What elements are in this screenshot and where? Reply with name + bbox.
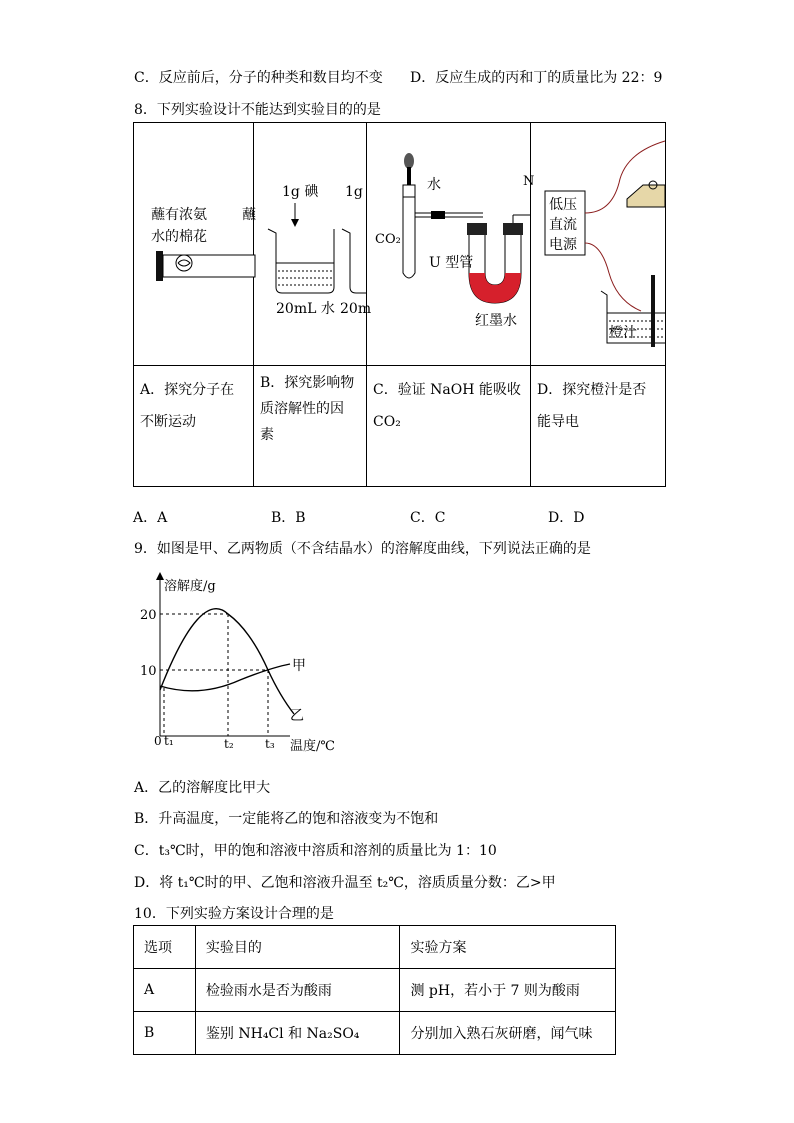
q10-row-a-plan: 测 pH，若小于 7 则为酸雨 bbox=[400, 969, 616, 1012]
q8-choice-a[interactable]: A．A bbox=[133, 510, 168, 526]
fig-b-cell bbox=[254, 123, 372, 366]
fig-c-diagram bbox=[367, 123, 535, 361]
q8-choice-d[interactable]: D．D bbox=[548, 510, 585, 526]
q8-stem: 8．下列实验设计不能达到实验目的的是 bbox=[134, 102, 381, 118]
water-label: 水 bbox=[427, 177, 441, 193]
caption-a-line-2: 不断运动 bbox=[140, 414, 196, 430]
fig-b-diagram bbox=[254, 123, 372, 361]
chart-origin: 0 bbox=[154, 734, 162, 748]
water-label-2: 20m bbox=[340, 301, 372, 317]
caption-a bbox=[134, 366, 254, 487]
u-tube-label: U 型管 bbox=[429, 255, 474, 271]
stopper-shape bbox=[156, 251, 163, 281]
bulb-base-shape bbox=[627, 185, 665, 207]
q8-choice-b[interactable]: B．B bbox=[271, 510, 306, 526]
fig-d-cell bbox=[531, 123, 666, 366]
chart-xlabel: 温度/℃ bbox=[290, 739, 335, 754]
q10-row-b-option: B bbox=[134, 1012, 196, 1055]
table-row bbox=[134, 969, 616, 1012]
q9-option-a: A．乙的溶解度比甲大 bbox=[134, 780, 271, 796]
u-tube-stopper-right bbox=[503, 223, 523, 235]
co2-label: CO₂ bbox=[375, 232, 401, 247]
caption-c-line-1: C．验证 NaOH 能吸收 bbox=[373, 382, 521, 398]
caption-b-line-3: 素 bbox=[260, 427, 274, 443]
q7-option-c: C．反应前后，分子的种类和数目均不变 bbox=[134, 70, 383, 86]
water-label-1: 20mL 水 bbox=[276, 301, 335, 317]
q10-header-plan: 实验方案 bbox=[400, 926, 616, 969]
n-label: N bbox=[523, 174, 535, 189]
q10-header-purpose: 实验目的 bbox=[195, 926, 400, 969]
q9-stem: 9．如图是甲、乙两物质（不含结晶水）的溶解度曲线，下列说法正确的是 bbox=[134, 541, 591, 557]
q10-stem: 10．下列实验方案设计合理的是 bbox=[134, 906, 334, 922]
iodine-label-1: 1g 碘 bbox=[282, 184, 319, 200]
tick-t2: t₂ bbox=[224, 737, 234, 751]
caption-c-line-2: CO₂ bbox=[373, 414, 401, 430]
red-ink-label: 红墨水 bbox=[475, 313, 517, 329]
electrode-shape bbox=[651, 275, 655, 347]
q9-option-b: B．升高温度，一定能将乙的饱和溶液变为不饱和 bbox=[134, 811, 439, 827]
u-tube-stopper-left bbox=[467, 223, 487, 235]
beaker-1-shape bbox=[268, 229, 334, 293]
tick-t1: t₁ bbox=[164, 734, 174, 748]
caption-b-line-2: 质溶解性的因 bbox=[260, 401, 344, 417]
power-label-1: 低压 bbox=[549, 197, 577, 213]
fig-a-cell bbox=[134, 123, 254, 366]
q10-row-a-option: A bbox=[134, 969, 196, 1012]
fig-a-label-2: 水的棉花 bbox=[151, 229, 207, 245]
q10-row-b-purpose: 鉴别 NH₄Cl 和 Na₂SO₄ bbox=[195, 1012, 400, 1055]
label-jia: 甲 bbox=[292, 658, 306, 674]
fig-a-label-1: 蘸有浓氨 bbox=[151, 207, 207, 223]
juice-label: 橙汁 bbox=[609, 325, 637, 341]
caption-b-line-1: B．探究影响物 bbox=[260, 375, 355, 391]
q8-choice-c[interactable]: C．C bbox=[410, 510, 446, 526]
fig-a-cut-label: 蘸 bbox=[242, 207, 256, 223]
test-tube-shape bbox=[403, 197, 415, 278]
tick-y-20: 20 bbox=[140, 608, 157, 623]
label-yi: 乙 bbox=[290, 708, 304, 724]
chart-ylabel: 溶解度/g bbox=[164, 579, 216, 594]
fig-c-cell bbox=[367, 123, 535, 366]
iodine-label-2: 1g bbox=[345, 184, 363, 200]
q8-figure-table bbox=[133, 122, 666, 487]
caption-d bbox=[531, 366, 666, 487]
power-label-3: 电源 bbox=[549, 237, 577, 253]
q9-option-d: D．将 t₁℃时的甲、乙饱和溶液升温至 t₂℃，溶质质量分数：乙>甲 bbox=[134, 875, 556, 891]
caption-d-line-1: D．探究橙汁是否 bbox=[537, 382, 647, 398]
q9-option-c: C．t₃℃时，甲的饱和溶液中溶质和溶剂的质量比为 1：10 bbox=[134, 843, 497, 859]
tick-y-10: 10 bbox=[140, 664, 157, 679]
wire-bottom bbox=[585, 243, 641, 311]
solubility-chart bbox=[140, 568, 350, 760]
caption-d-line-2: 能导电 bbox=[537, 414, 579, 430]
dropper-bulb-shape bbox=[404, 153, 414, 169]
curve-jia bbox=[160, 664, 290, 691]
fig-a-diagram bbox=[134, 123, 256, 361]
q10-table bbox=[133, 925, 616, 1055]
q10-row-a-purpose: 检验雨水是否为酸雨 bbox=[195, 969, 400, 1012]
q7-option-d: D．反应生成的丙和丁的质量比为 22：9 bbox=[410, 70, 663, 86]
red-ink-shape bbox=[469, 273, 521, 303]
q10-header-option: 选项 bbox=[134, 926, 196, 969]
caption-c bbox=[367, 366, 531, 487]
q10-row-b-plan: 分别加入熟石灰研磨，闻气味 bbox=[400, 1012, 616, 1055]
caption-b bbox=[254, 366, 367, 487]
table-row bbox=[134, 1012, 616, 1055]
fig-d-diagram bbox=[531, 123, 665, 361]
q10-header-row bbox=[134, 926, 616, 969]
curve-yi bbox=[160, 609, 294, 714]
caption-a-line-1: A．探究分子在 bbox=[140, 382, 235, 398]
tick-t3: t₃ bbox=[265, 737, 275, 751]
power-label-2: 直流 bbox=[549, 217, 577, 233]
